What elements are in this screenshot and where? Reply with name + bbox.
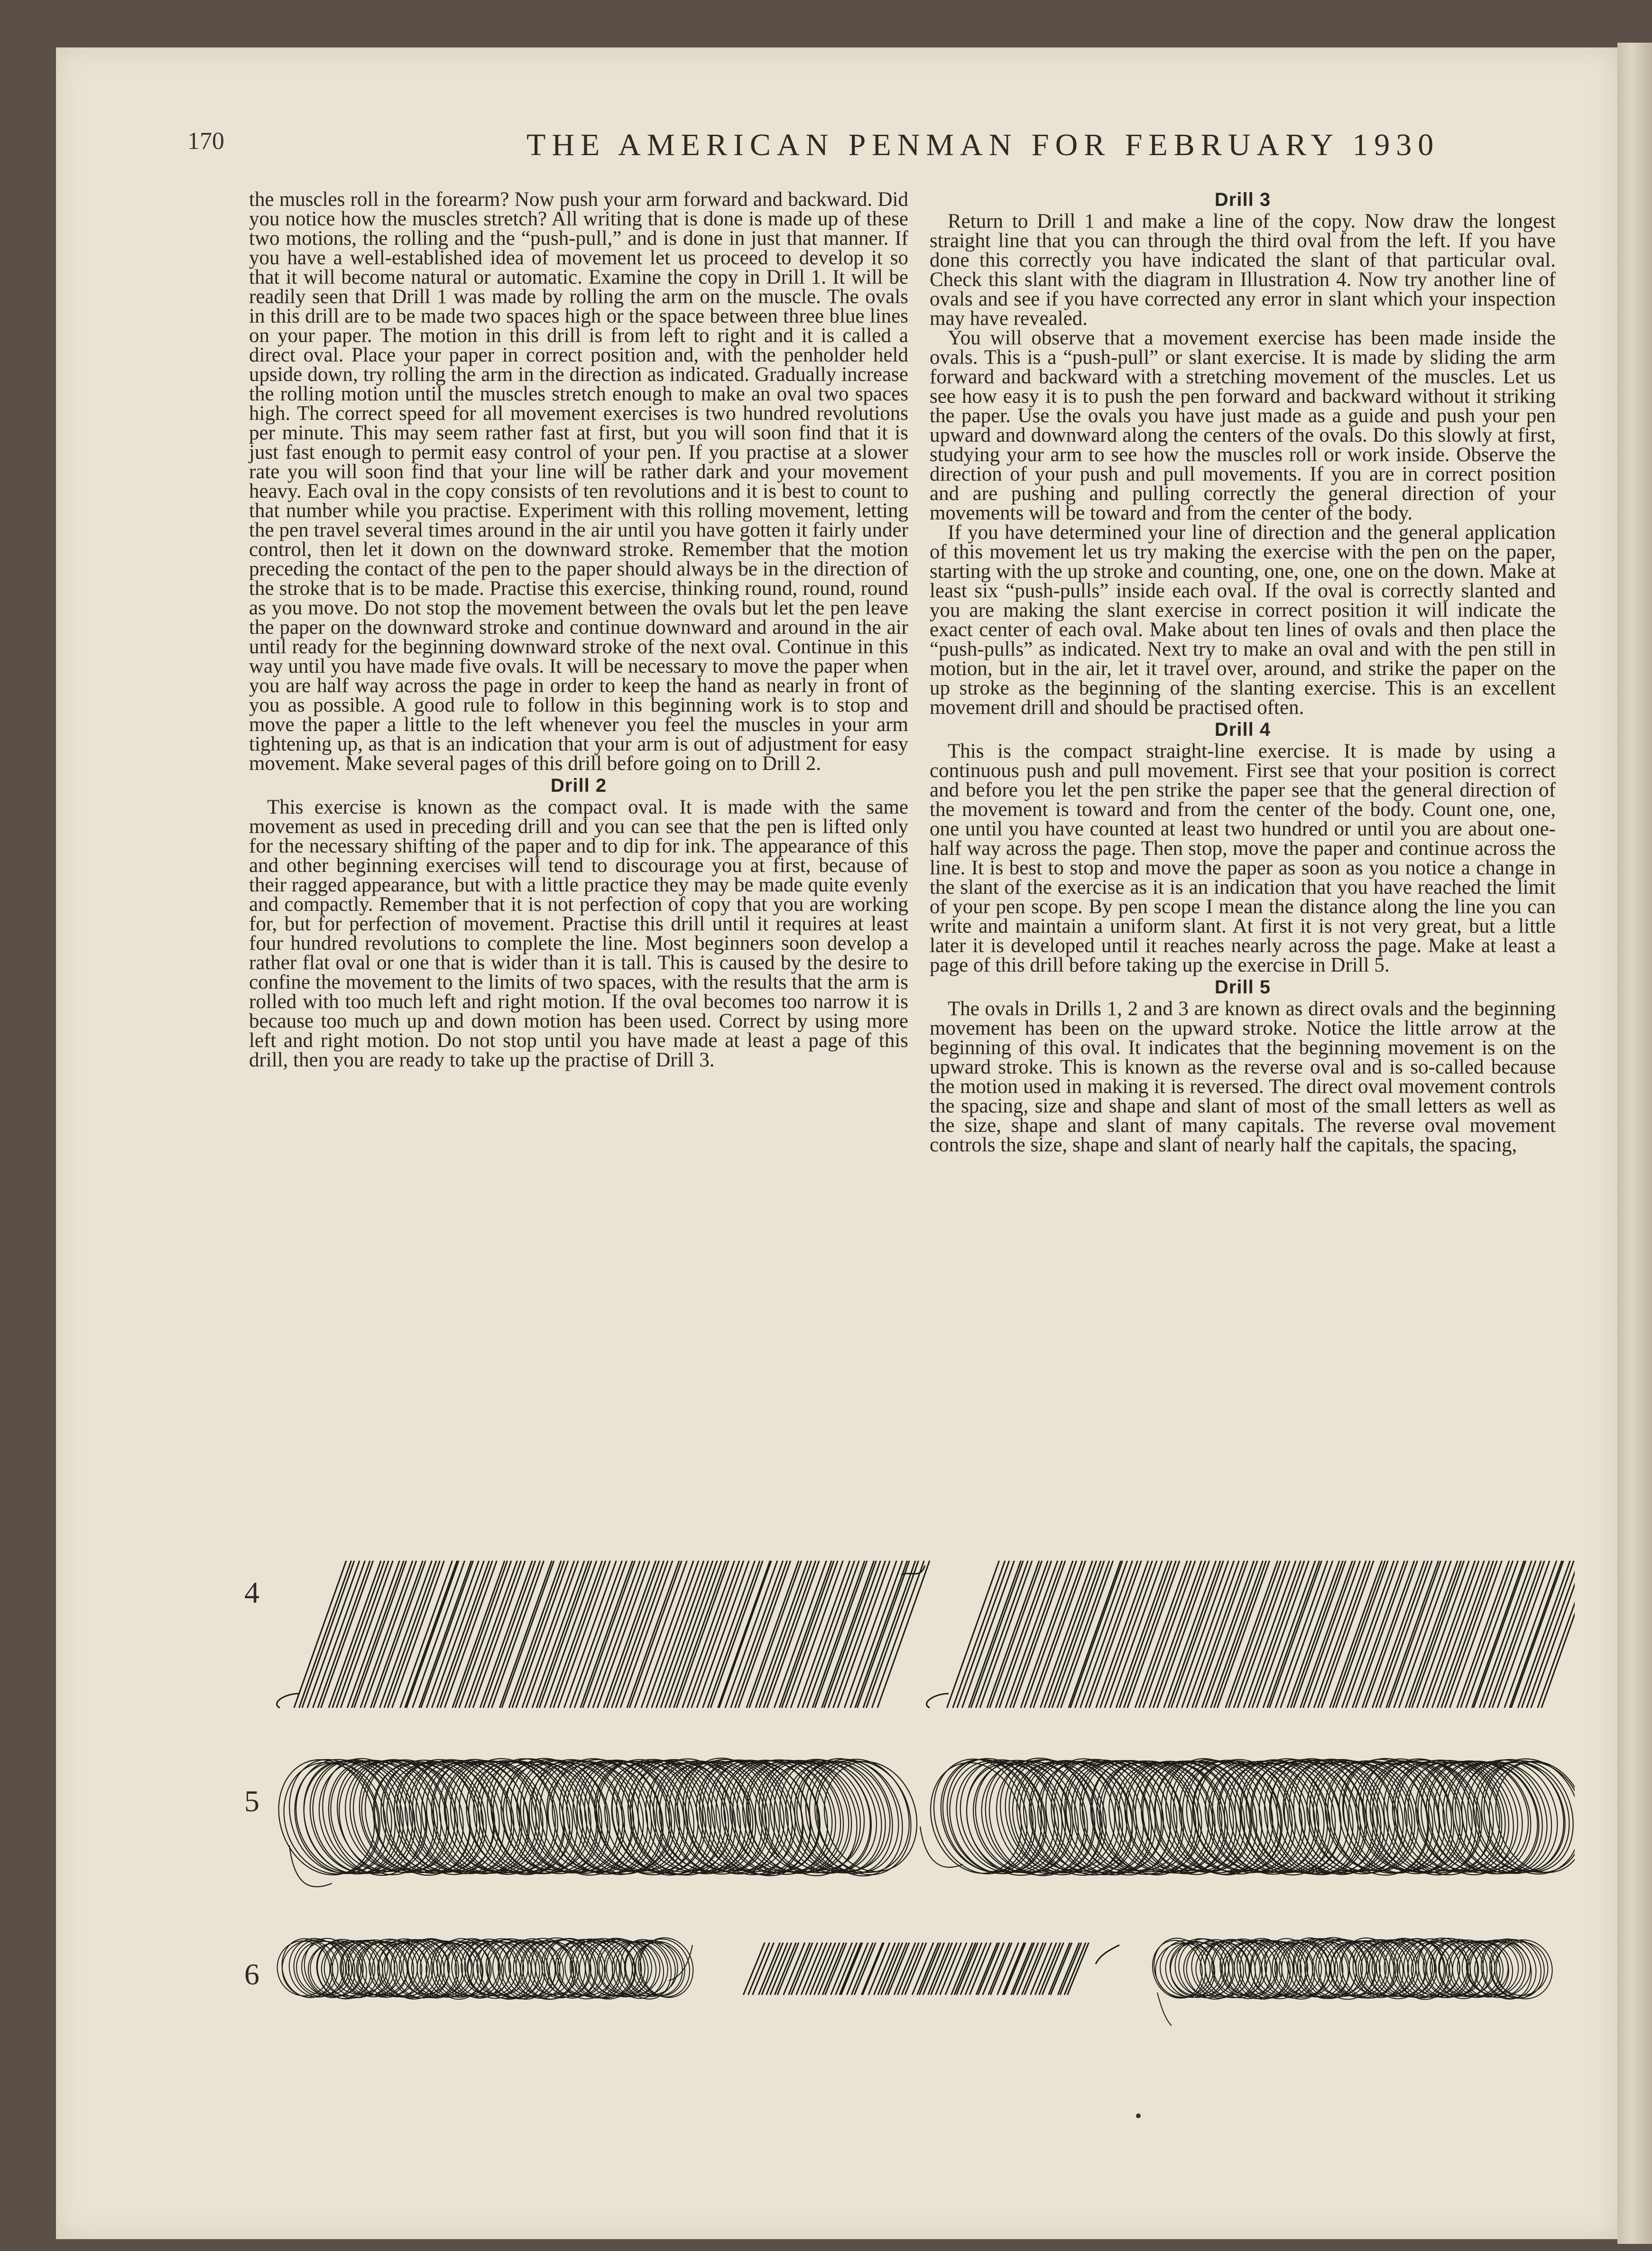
right-column (930, 187, 1556, 1155)
straight-line-drill-left (277, 1561, 930, 1708)
paragraph: You will observe that a movement exercise has been made inside the ovals. This is a “push-pull” or slant exercise. It is made by sliding the arm forward and backward with a stretching movement of the muscles. Let us see how easy it is to push the pen forward and backward without it striking the paper. Use the ovals you have just made as a guide and push your pen upward and downward along the centers of the ovals. Do this slowly at first, studying your arm to see how the muscles roll or work inside. Observe the direction of your push and pull movements. If you are in correct position and are pushing and pulling correctly the general direction of your movements will be toward and from the center of the body. (930, 327, 1556, 524)
compact-oval-drill-right (1145, 1930, 1560, 2026)
illustration-label-5: 5 (244, 1784, 259, 1818)
drill-4-heading: Drill 4 (1214, 719, 1271, 740)
penmanship-drill-illustrations (266, 1551, 1575, 2040)
paragraph: Return to Drill 1 and make a line of the copy. Now draw the longest straight line that you can through the third oval from the left. If you have done this correctly you have indicated the slant of that particular oval. Check this slant with the diagram in Illustration 4. Now try another line of ovals and see if you have corrected any error in slant which your inspection may have revealed. (930, 210, 1556, 330)
drill-2-heading: Drill 2 (550, 775, 607, 796)
left-column (249, 190, 908, 1070)
paragraph: This is the compact straight-line exercise. It is made by using a continuous push and pull movement. First see that your position is correct and before you let the pen strike the paper see that the general direction of the movement is toward and from the center of the body. Count one, one, one until you have counted at least two hundred or until you are about one-half way across the page. Then stop, move the paper and continue across the line. It is best to stop and move the paper as soon as you notice a change in the slant of the exercise as it is an indication that you have reached the limit of your pen scope. By pen scope I mean the distance along the line you can write and maintain a uniform slant. At first it is not very great, but a little later it is developed until it reaches nearly across the page. Make at least a page of this drill before taking up the exercise in Drill 5. (930, 740, 1556, 976)
paragraph: The ovals in Drills 1, 2 and 3 are known as direct ovals and the beginning movement has been on the upward stroke. Notice the little arrow at the beginning of this oval. It indicates that the beginning movement is on the upward stroke. This is known as the reverse oval and is so-called because the motion used in making it is reversed. The direct oval movement controls the spacing, size and shape and slant of most of the small letters as well as the size, shape and slant of many capitals. The reverse oval movement controls the size, shape and slant of nearly half the capitals, the spacing, (930, 998, 1556, 1156)
compact-oval-drill-left (270, 1931, 701, 2006)
illustration-label-6: 6 (244, 1957, 259, 1991)
running-head: THE AMERICAN PENMAN FOR FEBRUARY 1930 (526, 128, 1440, 162)
paragraph: the muscles roll in the forearm? Now push your arm forward and backward. Did you notice how the muscles stretch? All writing that is done is made up of these two motions, the rolling and the “push-pull,” and is done in just that manner. If you have a well-established idea of movement let us proceed to develop it so that it will become natural or automatic. Examine the copy in Drill 1. It will be readily seen that Drill 1 was made by rolling the arm on the muscle. The ovals in this drill are to be made two spaces high or the space between three blue lines on your paper. The motion in this drill is from left to right and it is called a direct oval. Place your paper in correct position and, with the penholder held upside down, try rolling the arm in the direction as indicated. Gradually increase the rolling motion until the muscles stretch enough to make an oval two spaces high. The correct speed for all movement exercises is two hundred revolutions per minute. This may seem rather fast at first, but you will soon find that it is just fast enough to permit easy control of your pen. If you practise at a slower rate you will soon find that your line will be rather dark and your movement heavy. Each oval in the copy consists of ten revolutions and it is best to count to that number while you practise. Experiment with this rolling movement, letting the pen travel several times around in the air until you have gotten it fairly under control, then let it down on the downward stroke. Remember that the motion preceding the contact of the pen to the paper should always be in the direction of the stroke that is to be made. Practise this exercise, thinking round, round, round as you move. Do not stop the movement between the ovals but let the pen leave the paper on the downward stroke and continue downward and around in the air until ready for the beginning downward stroke of the next oval. Continue in this way until you have made five ovals. It will be necessary to move the paper when you are half way across the page in order to keep the hand as nearly in front of you as possible. A good rule to follow in this beginning work is to stop and move the paper a little to the left whenever you feel the muscles in your arm tightening up, as that is an indication that your arm is out of adjustment for easy movement. Make several pages of this drill before going on to Drill 2. (249, 188, 908, 775)
stray-ink-dot (1136, 2113, 1141, 2118)
reverse-oval-drill-right (917, 1746, 1575, 1888)
drill-3-heading: Drill 3 (1214, 189, 1271, 210)
next-page-edge (1617, 43, 1652, 2244)
reverse-oval-drill-left (266, 1746, 931, 1888)
page-number: 170 (187, 128, 224, 155)
straight-line-drill-right (927, 1561, 1575, 1708)
paragraph: This exercise is known as the compact oval. It is made with the same movement as used in preceding drill and you can see that the pen is lifted only for the necessary shifting of the paper and to dip for ink. The appearance of this and other beginning exercises will tend to discourage you at first, because of their ragged appearance, but with a little practice they may be made quite evenly and compactly. Remember that it is not perfection of copy that you are working for, but for perfection of movement. Practise this drill until it requires at least four hundred revolutions to complete the line. Most beginners soon develop a rather flat oval or one that is wider than it is tall. This is caused by the desire to confine the movement to the limits of two spaces, with the results that the arm is rolled with too much left and right motion. If the oval becomes too narrow it is because too much up and down motion has been used. Correct by using more left and right motion. Do not stop until you have made at least a page of this drill, then you are ready to take up the practise of Drill 3. (249, 796, 908, 1071)
illustration-label-4: 4 (244, 1575, 259, 1609)
paragraph: If you have determined your line of direction and the general application of this movement let us try making the exercise with the pen on the paper, starting with the up stroke and counting, one, one, one on the down. Make at least six “push-pulls” inside each oval. If the oval is correctly slanted and you are making the slant exercise in correct position it will indicate the exact center of each oval. Make about ten lines of ovals and then place the “push-pulls” as indicated. Next try to make an oval and with the pen still in motion, but in the air, let it travel over, around, and strike the paper on the up stroke as the beginning of the slanting exercise. This is an excellent movement drill and should be practised often. (930, 521, 1556, 719)
drill-5-heading: Drill 5 (1214, 977, 1271, 998)
compact-line-drill-middle (743, 1943, 1119, 1995)
